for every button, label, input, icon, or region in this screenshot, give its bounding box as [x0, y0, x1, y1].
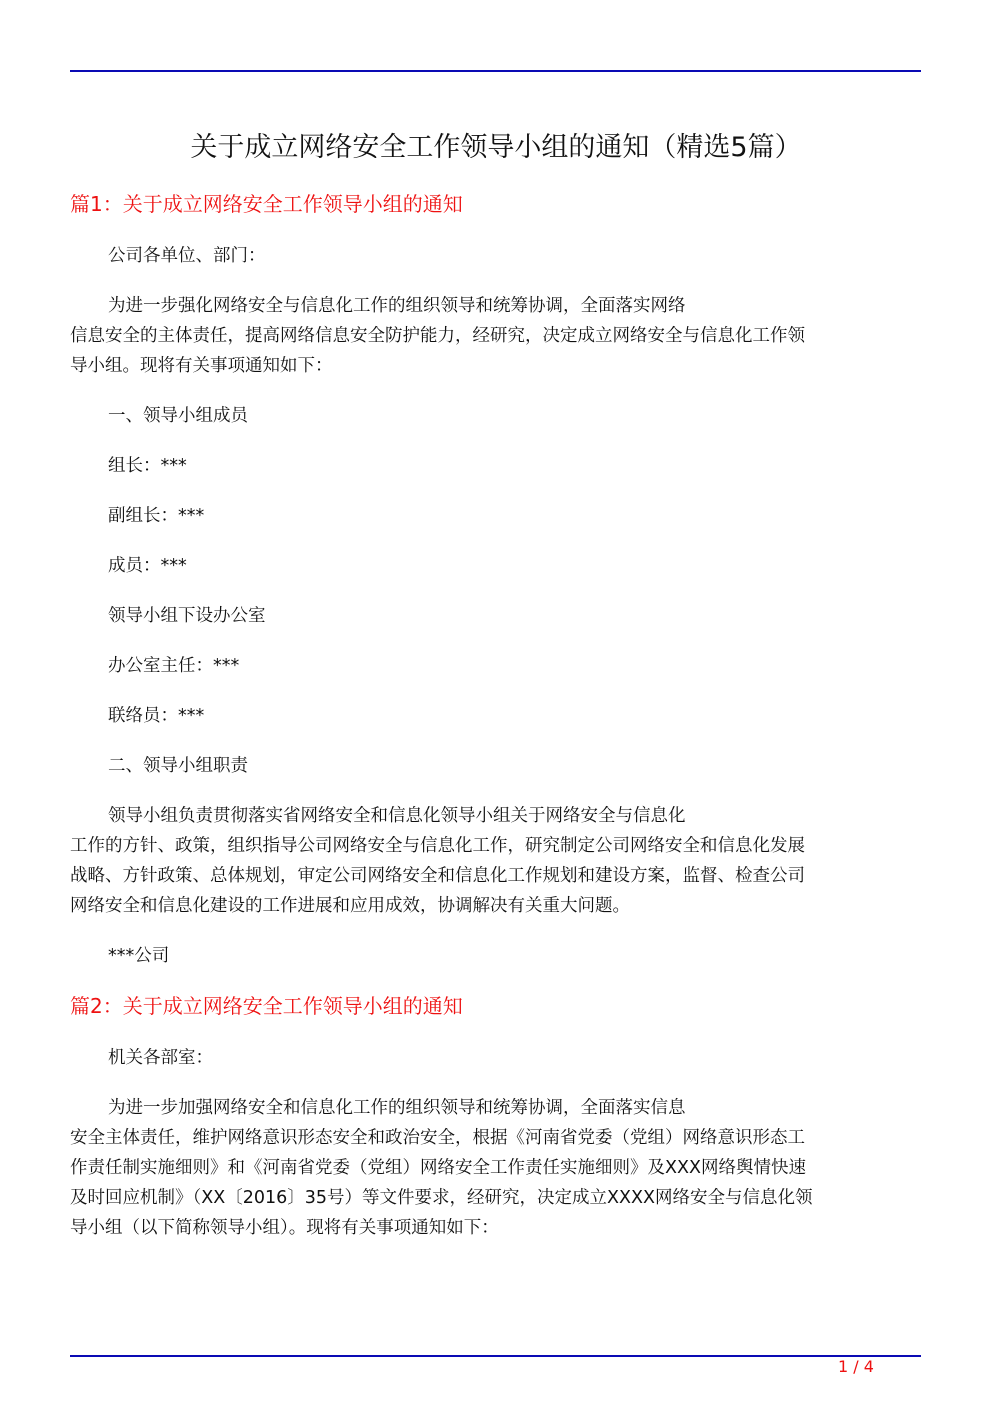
line: 导小组（以下简称领导小组）。现将有关事项通知如下： — [70, 1218, 499, 1238]
line: 为进一步强化网络安全与信息化工作的组织领导和统筹协调，全面落实网络 — [108, 296, 686, 316]
salutation — [70, 241, 921, 271]
section-heading: 篇1：关于成立网络安全工作领导小组的通知 — [70, 192, 463, 216]
item — [70, 401, 921, 431]
salutation — [70, 1043, 921, 1073]
line: 导小组。现将有关事项通知如下： — [70, 356, 333, 376]
item — [70, 651, 921, 681]
duties-paragraph — [70, 801, 921, 921]
section-heading: 篇2：关于成立网络安全工作领导小组的通知 — [70, 994, 463, 1018]
line: 一、领导小组成员 — [108, 406, 248, 426]
line: 二、领导小组职责 — [108, 756, 248, 776]
line: 副组长：*** — [108, 506, 205, 526]
line: 领导小组负责贯彻落实省网络安全和信息化领导小组关于网络安全与信息化 — [108, 806, 686, 826]
line: 网络安全和信息化建设的工作进展和应用成效，协调解决有关重大问题。 — [70, 896, 630, 916]
line: 安全主体责任，维护网络意识形态安全和政治安全，根据《河南省党委（党组）网络意识形态工 — [70, 1128, 805, 1148]
item — [70, 551, 921, 581]
footer-rule — [70, 1355, 921, 1357]
page-number: 1 / 4 — [838, 1357, 874, 1376]
salutation-text: 机关各部室： — [108, 1048, 213, 1068]
line: 及时回应机制》（XX〔2016〕35号）等文件要求，经研究，决定成立XXXX网络安全与信息化领 — [70, 1188, 813, 1208]
item — [70, 501, 921, 531]
header-rule — [70, 70, 921, 72]
line: ***公司 — [108, 946, 170, 966]
salutation-text: 公司各单位、部门： — [108, 246, 266, 266]
document-title: 关于成立网络安全工作领导小组的通知（精选5篇） — [190, 132, 802, 163]
line: 战略、方针政策、总体规划，审定公司网络安全和信息化工作规划和建设方案，监督、检查公司 — [70, 866, 805, 886]
line: 领导小组下设办公室 — [108, 606, 266, 626]
line: 工作的方针、政策，组织指导公司网络安全与信息化工作，研究制定公司网络安全和信息化发展 — [70, 836, 805, 856]
signature — [70, 941, 921, 971]
item — [70, 451, 921, 481]
line: 为进一步加强网络安全和信息化工作的组织领导和统筹协调，全面落实信息 — [108, 1098, 686, 1118]
item — [70, 701, 921, 731]
intro-paragraph — [70, 291, 921, 381]
line: 信息安全的主体责任，提高网络信息安全防护能力，经研究，决定成立网络安全与信息化工作领 — [70, 326, 805, 346]
item — [70, 601, 921, 631]
line: 办公室主任：*** — [108, 656, 240, 676]
line: 成员：*** — [108, 556, 187, 576]
line: 组长：*** — [108, 456, 187, 476]
intro-paragraph — [70, 1093, 921, 1243]
line: 作责任制实施细则》和《河南省党委（党组）网络安全工作责任实施细则》及XXX网络舆情快速 — [70, 1158, 806, 1178]
item — [70, 751, 921, 781]
line: 联络员：*** — [108, 706, 205, 726]
